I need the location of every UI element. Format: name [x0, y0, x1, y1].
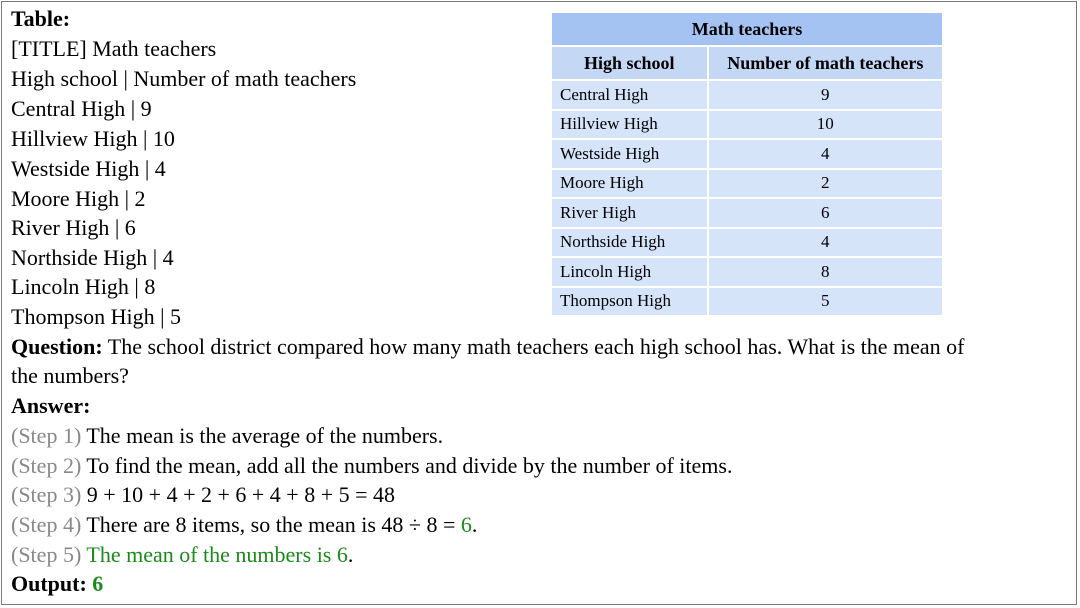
table-row	[551, 228, 943, 258]
table-caption: Math teachers	[551, 12, 943, 46]
cell-school: Lincoln High	[551, 257, 708, 287]
text-row: Westside High | 4	[11, 156, 166, 181]
cell-school: Hillview High	[551, 110, 708, 140]
output-label: Output:	[11, 571, 87, 596]
table-row	[551, 80, 943, 110]
cell-count: 6	[708, 198, 943, 228]
question-text-cont: the numbers?	[11, 363, 129, 388]
cell-count: 2	[708, 169, 943, 199]
column-header-count: Number of math teachers	[708, 46, 943, 80]
cell-school: Westside High	[551, 139, 708, 169]
text-row: Lincoln High | 8	[11, 274, 156, 299]
cell-count: 4	[708, 139, 943, 169]
column-header-school: High school	[551, 46, 708, 80]
title-line: [TITLE] Math teachers	[11, 36, 217, 61]
text-row: Hillview High | 10	[11, 126, 175, 151]
step-tag: (Step 1)	[11, 423, 82, 448]
question-text: The school district compared how many math teachers each high school has. What is the mean of	[102, 334, 965, 359]
step-text: The mean is the average of the numbers.	[81, 423, 444, 448]
step-line	[11, 451, 732, 481]
cell-count: 4	[708, 228, 943, 258]
output-line	[11, 569, 103, 599]
cell-count: 9	[708, 80, 943, 110]
text-row: Moore High | 2	[11, 186, 146, 211]
step-line	[11, 540, 353, 570]
cell-count: 10	[708, 110, 943, 140]
step-line	[11, 510, 477, 540]
cell-school: Moore High	[551, 169, 708, 199]
cell-count: 5	[708, 287, 943, 317]
question-label: Question:	[11, 334, 103, 359]
table-row	[551, 257, 943, 287]
cell-count: 8	[708, 257, 943, 287]
answer-label: Answer:	[11, 393, 91, 418]
step-tag: (Step 2)	[11, 453, 82, 478]
question-line	[11, 332, 965, 362]
step-line	[11, 480, 395, 510]
step-tag: (Step 4)	[11, 512, 82, 537]
table-label: Table:	[11, 6, 71, 31]
table-row	[551, 139, 943, 169]
table-row	[551, 287, 943, 317]
table-row	[551, 110, 943, 140]
text-row: Central High | 9	[11, 96, 152, 121]
step-text: 9 + 10 + 4 + 2 + 6 + 4 + 8 + 5 = 48	[81, 482, 396, 507]
text-row: Northside High | 4	[11, 245, 174, 270]
math-teachers-table	[550, 11, 944, 317]
step-highlight: The mean of the numbers is 6	[86, 542, 348, 567]
step-tag: (Step 5)	[11, 542, 82, 567]
header-line: High school | Number of math teachers	[11, 66, 357, 91]
output-value: 6	[86, 571, 104, 596]
cell-school: Central High	[551, 80, 708, 110]
cell-school: River High	[551, 198, 708, 228]
text-row: River High | 6	[11, 215, 136, 240]
step-line	[11, 421, 443, 451]
cell-school: Thompson High	[551, 287, 708, 317]
text-row: Thompson High | 5	[11, 304, 182, 329]
step-tag: (Step 3)	[11, 482, 82, 507]
table-row	[551, 169, 943, 199]
step-text: There are 8 items, so the mean is 48 ÷ 8 =	[81, 512, 461, 537]
step-after: .	[471, 512, 478, 537]
step-text: To find the mean, add all the numbers and divide by the number of items.	[81, 453, 733, 478]
cell-school: Northside High	[551, 228, 708, 258]
step-after: .	[347, 542, 354, 567]
table-row	[551, 198, 943, 228]
step-highlight: 6	[460, 512, 472, 537]
